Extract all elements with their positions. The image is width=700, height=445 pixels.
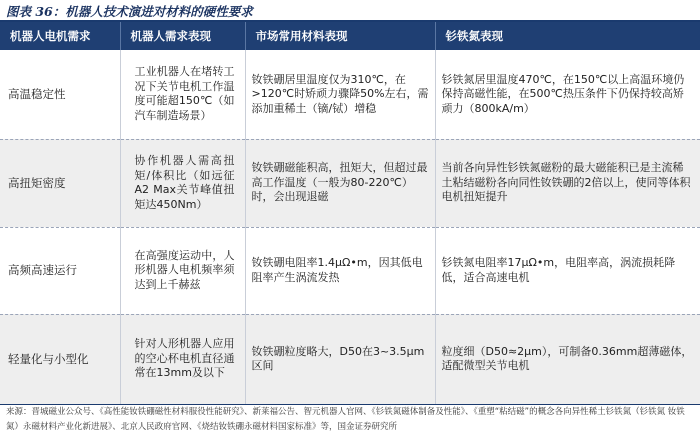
cell-robot: 协作机器人需高扭矩/体积比（如远征A2 Max关节峰值扭矩达450Nm） — [120, 139, 245, 227]
cell-market: 钕铁硼粒度略大，D50在3~3.5μm区间 — [245, 314, 435, 404]
cell-smfen: 钐铁氮电阻率17μΩ•m，电阻率高，涡流损耗降低，适合高速电机 — [435, 227, 700, 314]
cell-market: 钕铁硼磁能积高，扭矩大，但超过最高工作温度（一般为80-220℃）时，会出现退磁 — [245, 139, 435, 227]
cell-smfen: 钐铁氮居里温度470℃，在150℃以上高温环境仍保持高磁性能，在500℃热压条件下仍保持较高矫顽力（800kA/m） — [435, 50, 700, 139]
cell-smfen: 粒度细（D50≈2μm），可制备0.36mm超薄磁体，适配微型关节电机 — [435, 314, 700, 404]
cell-need: 轻量化与小型化 — [0, 314, 120, 404]
source-note: 来源：晋城磁业公众号、《高性能钕铁硼磁性材料服役性能研究》、新莱福公告、智元机器人官网、《钐铁氮磁体制备及性能》、《重塑“粘结磁”的概念各向异性稀土钐铁氮（钐铁氮 钕铁氮）永磁材料产业化新进展》、北京人民政府官网、《烧结钕铁硼永磁材料国家标准》等，国金证券研究所 — [6, 407, 685, 432]
header-need: 机器人电机需求 — [0, 22, 120, 50]
header-robot: 机器人需求表现 — [120, 22, 245, 50]
cell-robot: 在高强度运动中，人形机器人电机频率须达到上千赫兹 — [120, 227, 245, 314]
table-row — [0, 314, 700, 404]
cell-need: 高频高速运行 — [0, 227, 120, 314]
requirements-table — [0, 22, 700, 405]
table-row — [0, 50, 700, 139]
table-row — [0, 227, 700, 314]
cell-robot: 工业机器人在堵转工况下关节电机工作温度可能超150℃（如汽车制造场景） — [120, 50, 245, 139]
cell-smfen: 当前各向异性钐铁氮磁粉的最大磁能积已是主流稀土粘结磁粉各向同性钕铁硼的2倍以上，使同等体积电机扭矩提升 — [435, 139, 700, 227]
table-header-row — [0, 22, 700, 50]
cell-need: 高温稳定性 — [0, 50, 120, 139]
cell-robot: 针对人形机器人应用的空心杯电机直径通常在13mm及以下 — [120, 314, 245, 404]
header-smfen: 钐铁氮表现 — [435, 22, 700, 50]
figure-caption: 图表 36：机器人技术演进对材料的硬性要求 — [6, 4, 253, 19]
cell-market: 钕铁硼电阻率1.4μΩ•m，因其低电阻率产生涡流发热 — [245, 227, 435, 314]
cell-need: 高扭矩密度 — [0, 139, 120, 227]
header-market: 市场常用材料表现 — [245, 22, 435, 50]
table-row — [0, 139, 700, 227]
cell-market: 钕铁硼居里温度仅为310℃，在>120℃时矫顽力骤降50%左右，需添加重稀土（镝/铽）增稳 — [245, 50, 435, 139]
